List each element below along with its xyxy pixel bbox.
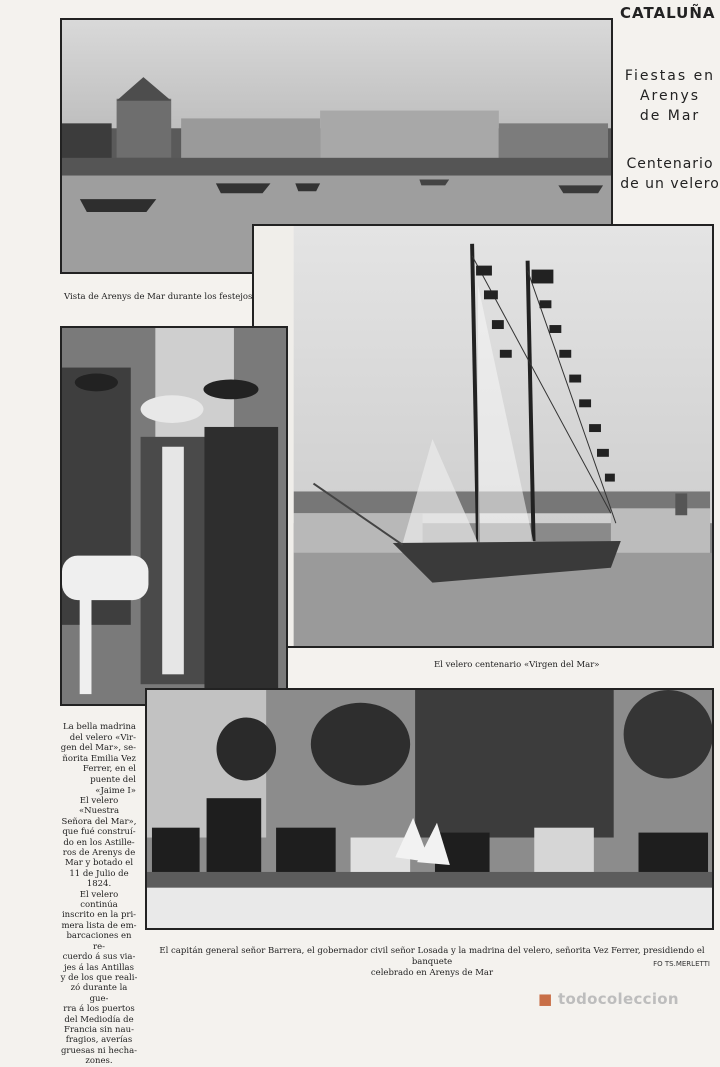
headline bbox=[620, 66, 720, 126]
headline-line: de Mar bbox=[639, 108, 701, 124]
photo-credit: FO TS.MERLETTI bbox=[653, 960, 710, 968]
caption-banquet-line1: El capitán general señor Barrera, el gobernador civil señor Losada y la madrina del velero, señorita Vez Ferrer, presidiendo el banquete bbox=[159, 946, 705, 967]
godmother-image bbox=[62, 328, 286, 704]
photo-sailing-ship bbox=[252, 224, 714, 648]
note-line: rra á los puertos bbox=[63, 1004, 135, 1015]
photo-banquet bbox=[145, 688, 714, 930]
note-line: cuerdo á sus via- bbox=[62, 952, 136, 963]
ship-image bbox=[254, 226, 712, 646]
headline-line: Fiestas en bbox=[624, 68, 716, 84]
note-line: gruesas ni hecha- bbox=[60, 1045, 138, 1056]
caption-line: del velero «Vir- bbox=[69, 732, 136, 743]
watermark bbox=[538, 990, 679, 1008]
subheadline-line: Centenario bbox=[626, 156, 714, 172]
note-line: zones. bbox=[85, 1056, 113, 1067]
caption-harbour: Vista de Arenys de Mar durante los festejos bbox=[64, 292, 253, 302]
note-line: mera lista de em- bbox=[61, 920, 137, 931]
caption-godmother bbox=[60, 722, 136, 796]
section-title: CATALUÑA bbox=[620, 4, 716, 22]
note-line: ros de Arenys de bbox=[62, 848, 136, 859]
note-line: que fué construí- bbox=[62, 827, 136, 838]
note-line: El velero «Nuestra bbox=[78, 796, 120, 817]
caption-banquet-line2: celebrado en Arenys de Mar bbox=[370, 968, 494, 978]
note-line: y de los que reali- bbox=[60, 972, 138, 983]
historical-note bbox=[60, 796, 138, 1067]
subheadline-line: de un velero bbox=[620, 176, 720, 192]
note-line: jes á las Antillas bbox=[64, 962, 134, 973]
note-line: barcaciones en re- bbox=[66, 931, 132, 952]
note-line: fragios, averías bbox=[65, 1035, 133, 1046]
subheadline bbox=[620, 154, 720, 194]
note-line: Francia sin nau- bbox=[64, 1024, 134, 1035]
note-line: El velero continúa bbox=[79, 889, 119, 911]
caption-line: «Jaime I» bbox=[95, 785, 136, 796]
headline-line: Arenys bbox=[639, 88, 701, 104]
note-line: 11 de Julio de 1824. bbox=[69, 868, 129, 890]
caption-line: La bella madrina bbox=[63, 722, 136, 732]
note-line: zó durante la gue- bbox=[70, 983, 128, 1004]
note-line: inscrito en la pri- bbox=[61, 910, 137, 921]
caption-ship: El velero centenario «Virgen del Mar» bbox=[434, 660, 600, 670]
caption-line: ñorita Emilia Vez bbox=[62, 753, 136, 764]
note-line: del Mediodía de bbox=[64, 1014, 134, 1025]
caption-banquet bbox=[154, 946, 710, 979]
caption-line: gen del Mar», se- bbox=[60, 743, 136, 754]
caption-line: puente del bbox=[90, 774, 136, 785]
watermark-logo-icon: ■ bbox=[538, 990, 553, 1008]
watermark-text: todocoleccion bbox=[558, 990, 679, 1008]
note-line: Señora del Mar», bbox=[61, 816, 137, 827]
photo-godmother bbox=[60, 326, 288, 706]
note-line: Mar y botado el bbox=[64, 858, 134, 869]
caption-line: Ferrer, en el bbox=[82, 764, 136, 775]
banquet-image bbox=[147, 690, 712, 928]
note-line: do en los Astille- bbox=[63, 837, 135, 848]
